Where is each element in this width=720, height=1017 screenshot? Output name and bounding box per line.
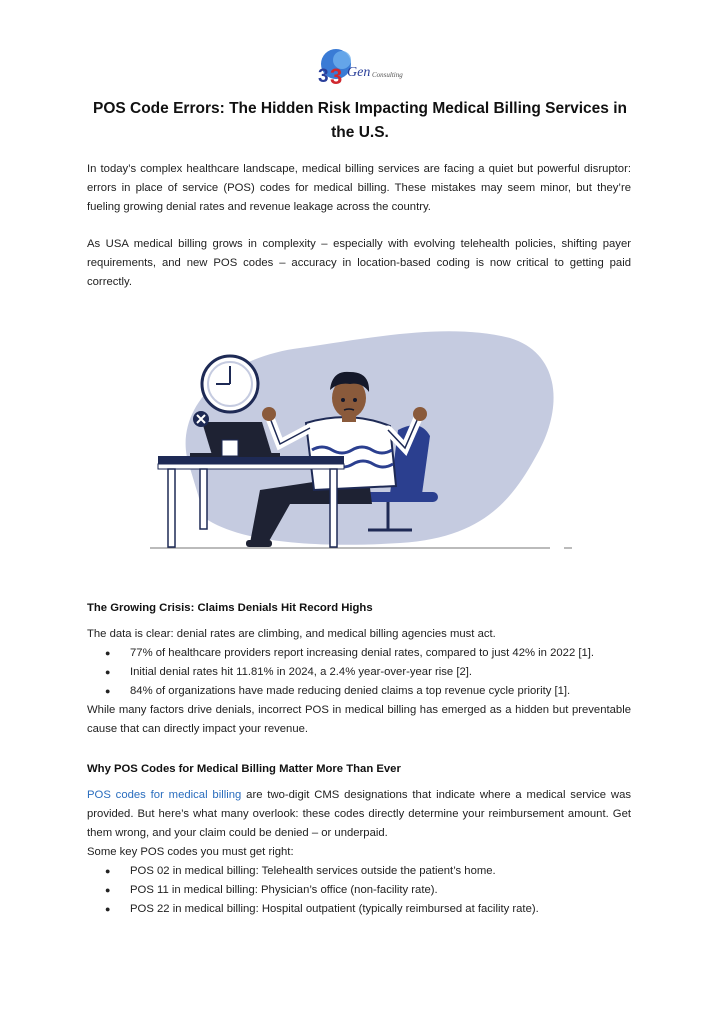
company-logo [316, 46, 408, 90]
section1-closing: While many factors drive denials, incorrect POS in medical billing has emerged as a hidden but preventable cause that can directly impact your revenue. [87, 704, 631, 735]
list-item: ● 77% of healthcare providers report increasing denial rates, compared to just 42% in 2022 [1]. [105, 644, 635, 663]
list-item: ● POS 02 in medical billing: Telehealth services outside the patient’s home. [105, 862, 635, 881]
svg-text:3: 3 [318, 66, 329, 87]
section1-lead: The data is clear: denial rates are climbing, and medical billing agencies must act. [87, 628, 496, 640]
page-title: POS Code Errors: The Hidden Risk Impacting Medical Billing Services in the U.S. [92, 100, 628, 141]
logo-text: Gen [347, 65, 371, 80]
list-item: ● Initial denial rates hit 11.81% in 2024, a 2.4% year-over-year rise [2]. [105, 663, 635, 682]
intro-paragraph-1: In today’s complex healthcare landscape, medical billing services are facing a quiet but powerful disruptor: errors in place of service (POS) codes for medical billing. These mistakes may seem minor, but they’re fueling growing denial rates and revenue leakage across the country. [87, 163, 631, 213]
list-item: ● 84% of organizations have made reducing denied claims a top revenue cycle priority [1]. [105, 682, 635, 701]
section2-lead: Some key POS codes you must get right: [87, 846, 294, 858]
list-item: ● POS 22 in medical billing: Hospital outpatient (typically reimbursed at facility rate). [105, 900, 635, 919]
section-heading-why-pos-codes: Why POS Codes for Medical Billing Matter More Than Ever [87, 763, 401, 775]
list-item: ● POS 11 in medical billing: Physician’s office (non-facility rate). [105, 881, 635, 900]
section2-body [87, 786, 631, 843]
svg-text:Consulting: Consulting [372, 71, 403, 79]
pos-codes-link[interactable]: POS codes for medical billing [87, 789, 242, 801]
confused-person-illustration [150, 318, 580, 556]
pos-codes-list [105, 862, 635, 919]
intro-paragraph-2: As USA medical billing grows in complexity – especially with evolving telehealth policies, shifting payer requirements, and new POS codes – accuracy in location-based coding is now critical to getting paid correctly. [87, 238, 631, 288]
svg-text:3: 3 [330, 64, 343, 89]
section-heading-growing-crisis: The Growing Crisis: Claims Denials Hit Record Highs [87, 602, 373, 614]
denial-stats-list [105, 644, 635, 701]
section2-body-text: are two-digit CMS designations that indicate where a medical service was provided. But here’s what many overlook: these codes directly determine your reimbursement amount. Get them wrong, and your claim could be denied – or underpaid. [87, 789, 632, 839]
